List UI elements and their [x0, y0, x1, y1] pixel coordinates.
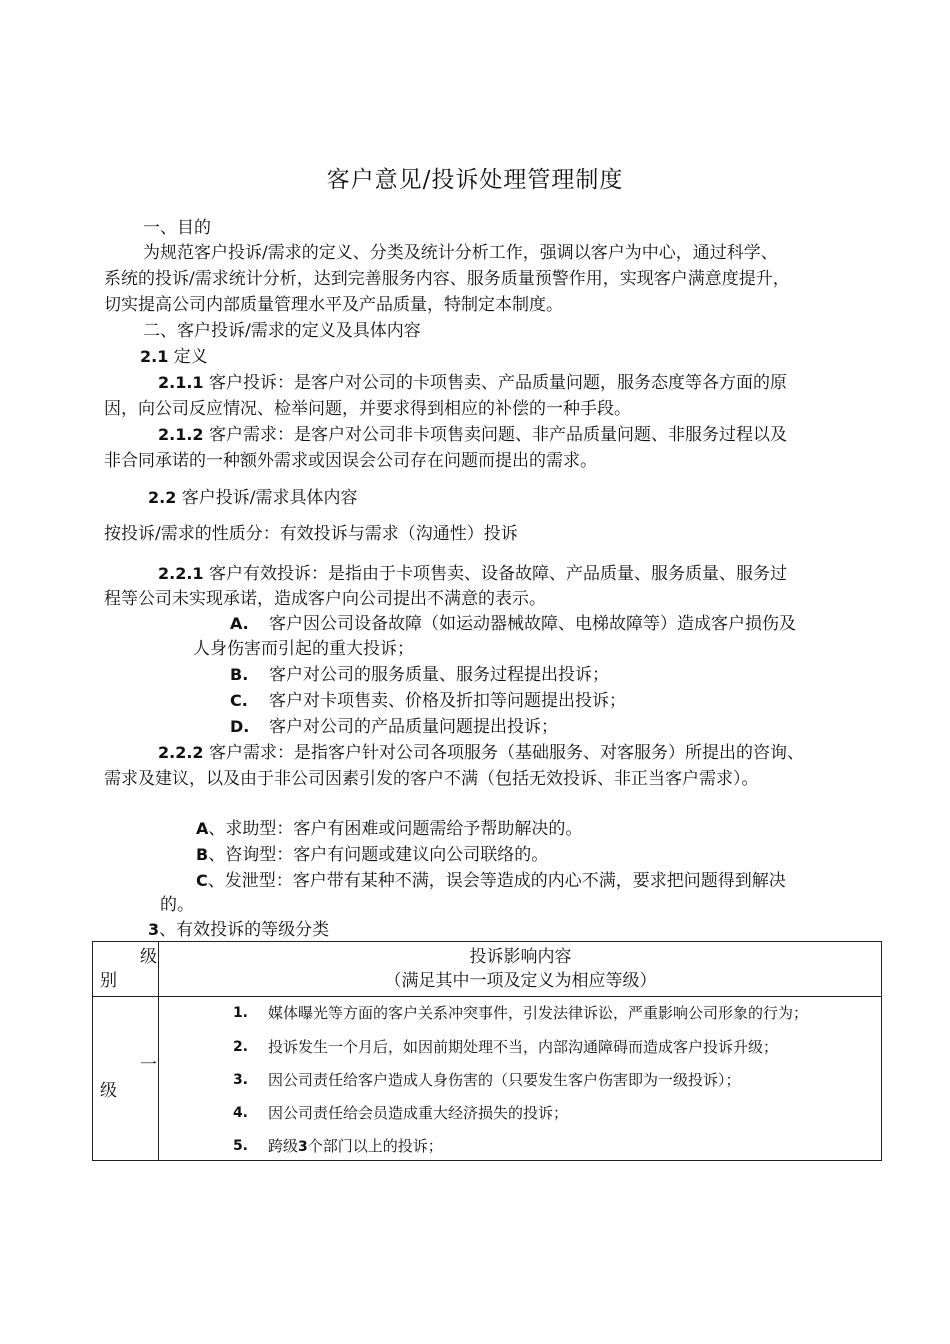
def-211-text: 客户投诉：是客户对公司的卡项售卖、产品质量问题，服务态度等各方面的原	[208, 373, 787, 393]
criterion-number: 3.	[232, 1072, 248, 1088]
item-b-text: 客户对公司的服务质量、服务过程提出投诉；	[269, 665, 609, 685]
item-a-mark: A.	[230, 614, 249, 633]
criterion-text: 因公司责任给客户造成人身伤害的（只要发生客户伤害即为一级投诉）；	[268, 1071, 741, 1089]
section-1-heading: 一、目的	[143, 218, 211, 238]
header-content-a: 投诉影响内容	[469, 947, 572, 967]
header-level-b: 别	[100, 971, 117, 991]
type-vent-line-2: 的。	[160, 895, 194, 915]
item-c-text: 客户对卡项售卖、价格及折扣等问题提出投诉；	[269, 691, 626, 711]
criterion-text: 跨级3个部门以上的投诉；	[268, 1137, 443, 1155]
content-221-line-1	[158, 562, 787, 586]
type-vent: C、发泄型：客户带有某种不满，误会等造成的内心不满，要求把问题得到解决	[196, 871, 786, 891]
def-211-line-2: 因，向公司反应情况、检举问题，并要求得到相应的补偿的一种手段。	[104, 399, 631, 419]
table-header-divider	[92, 996, 882, 997]
content-221-line-2: 程等公司未实现承诺，造成客户向公司提出不满意的表示。	[104, 589, 546, 609]
criterion-number: 1.	[232, 1005, 248, 1021]
level-label-b: 级	[100, 1081, 117, 1101]
definition-heading	[140, 345, 208, 369]
section-3-number: 3	[148, 920, 160, 939]
content-221-number: 2.2.1	[158, 564, 204, 583]
section-3-heading	[148, 918, 329, 942]
type-consult: B、咨询型：客户有问题或建议向公司联络的。	[196, 845, 549, 865]
content-22-label: 客户投诉/需求具体内容	[181, 488, 358, 508]
def-211-line-1	[158, 371, 787, 395]
content-222-line-1	[158, 741, 804, 765]
criterion-number: 2.	[232, 1039, 248, 1055]
section-1-line-1: 为规范客户投诉/需求的定义、分类及统计分析工作，强调以客户为中心，通过科学、	[143, 243, 778, 263]
content-222-text: 客户需求：是指客户针对公司各项服务（基础服务、对客服务）所提出的咨询、	[208, 743, 804, 763]
section-3-label: 、有效投诉的等级分类	[159, 920, 330, 940]
item-c-mark: C.	[230, 691, 248, 710]
def-212-text: 客户需求：是客户对公司非卡项售卖问题、非产品质量问题、非服务过程以及	[208, 425, 787, 445]
def-211-number: 2.1.1	[158, 373, 204, 392]
criterion-text: 因公司责任给会员造成重大经济损失的投诉；	[268, 1104, 569, 1122]
item-d-text: 客户对公司的产品质量问题提出投诉；	[269, 717, 558, 737]
content-22-number: 2.2	[148, 488, 177, 507]
type-help: A、求助型：客户有困难或问题需给予帮助解决的。	[196, 819, 583, 839]
content-221-text: 客户有效投诉：是指由于卡项售卖、设备故障、产品质量、服务质量、服务过	[208, 564, 787, 584]
content-222-line-2: 需求及建议，以及由于非公司因素引发的客户不满（包括无效投诉、非正当客户需求）。	[104, 769, 759, 789]
criterion-number: 4.	[232, 1105, 248, 1121]
header-content-b: （满足其中一项及定义为相应等级）	[384, 971, 657, 991]
document-title: 客户意见/投诉处理管理制度	[326, 167, 624, 193]
header-level-a: 级	[140, 947, 157, 967]
section-1-line-2: 系统的投诉/需求统计分析，达到完善服务内容、服务质量预警作用，实现客户满意度提升，	[104, 269, 790, 289]
definition-number: 2.1	[140, 347, 169, 366]
criterion-number: 5.	[232, 1138, 248, 1154]
item-a-line-2: 人身伤害而引起的重大投诉；	[193, 639, 414, 659]
nature-line: 按投诉/需求的性质分：有效投诉与需求（沟通性）投诉	[104, 524, 518, 544]
def-212-line-1	[158, 423, 787, 447]
item-a-line-1: 客户因公司设备故障（如运动器械故障、电梯故障等）造成客户损伤及	[269, 614, 796, 634]
criterion-text: 投诉发生一个月后，如因前期处理不当，内部沟通障碍而造成客户投诉升级；	[268, 1038, 779, 1056]
item-b-mark: B.	[230, 665, 249, 684]
content-22-heading	[148, 486, 357, 510]
item-d-mark: D.	[230, 717, 250, 736]
def-212-number: 2.1.2	[158, 425, 204, 444]
section-1-line-3: 切实提高公司内部质量管理水平及产品质量，特制定本制度。	[104, 295, 563, 315]
section-2-heading: 二、客户投诉/需求的定义及具体内容	[143, 321, 421, 341]
content-222-number: 2.2.2	[158, 743, 204, 762]
def-212-line-2: 非合同承诺的一种额外需求或因误会公司存在问题而提出的需求。	[104, 451, 597, 471]
level-label-a: 一	[140, 1055, 157, 1075]
criterion-text: 媒体曝光等方面的客户关系冲突事件，引发法律诉讼，严重影响公司形象的行为；	[268, 1004, 809, 1022]
definition-label: 定义	[173, 347, 208, 367]
